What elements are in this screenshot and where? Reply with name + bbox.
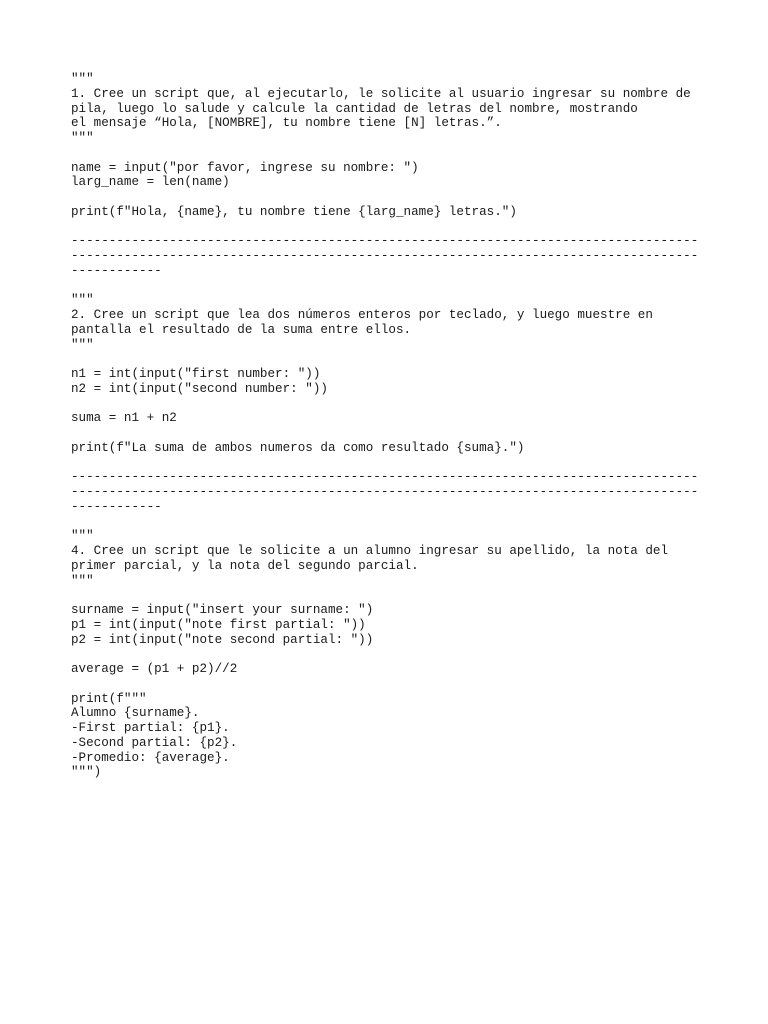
text-line <box>71 647 711 662</box>
text-line: """ <box>71 573 94 588</box>
text-line: """ <box>71 337 94 352</box>
text-line: ----------------------------------------------------------------------------------- <box>71 249 699 263</box>
text-line: """) <box>71 765 102 780</box>
text-line <box>71 426 711 441</box>
text-line <box>71 677 711 692</box>
text-line: p2 = int(input("note second partial: ")) <box>71 632 374 647</box>
text-line: average = (p1 + p2)//2 <box>71 662 238 676</box>
text-line: 4. Cree un script que le solicite a un alumno ingresar su apellido, la nota del <box>71 544 669 558</box>
text-line: pila, luego lo salude y calcule la cantidad de letras del nombre, mostrando <box>71 101 638 116</box>
text-line <box>71 279 711 294</box>
text-line: p1 = int(input("note first partial: ")) <box>71 617 366 632</box>
text-line: ----------------------------------------------------------------------------------- <box>71 234 699 249</box>
text-line: print(f"Hola, {name}, tu nombre tiene {larg_name} letras.") <box>71 204 517 219</box>
text-line: larg_name = len(name) <box>71 175 230 190</box>
text-line <box>71 397 711 412</box>
text-line <box>71 588 711 603</box>
text-line: primer parcial, y la nota del segundo parcial. <box>71 558 419 573</box>
text-line: 1. Cree un script que, al ejecutarlo, le solicite al usuario ingresar su nombre de <box>71 86 691 101</box>
text-line: """ <box>71 72 94 86</box>
text-line: el mensaje “Hola, [NOMBRE], tu nombre tiene [N] letras.”. <box>71 116 502 131</box>
text-line: """ <box>71 131 94 145</box>
text-line: surname = input("insert your surname: ") <box>71 603 374 617</box>
text-line: print(f""" <box>71 691 147 706</box>
text-line <box>71 220 711 235</box>
document-body <box>71 72 711 780</box>
text-line: pantalla el resultado de la suma entre ellos. <box>71 322 412 337</box>
text-line: 2. Cree un script que lea dos números enteros por teclado, y luego muestre en <box>71 308 653 322</box>
text-line: suma = n1 + n2 <box>71 411 177 426</box>
text-line: ----------------------------------------------------------------------------------- <box>71 470 699 485</box>
text-line: -Second partial: {p2}. <box>71 735 238 750</box>
text-line: print(f"La suma de ambos numeros da como resultado {suma}.") <box>71 440 525 455</box>
text-line: """ <box>71 293 94 308</box>
text-line: n1 = int(input("first number: ")) <box>71 367 321 381</box>
text-line: n2 = int(input("second number: ")) <box>71 381 328 396</box>
text-line <box>71 190 711 205</box>
text-line: ----------------------------------------------------------------------------------- <box>71 485 699 499</box>
text-line <box>71 146 711 161</box>
text-line: Alumno {surname}. <box>71 706 200 721</box>
text-line: """ <box>71 529 94 544</box>
text-line <box>71 515 711 530</box>
text-line: ------------ <box>71 499 162 514</box>
text-line: ------------ <box>71 263 162 278</box>
text-line <box>71 456 711 471</box>
text-line <box>71 352 711 367</box>
text-line: name = input("por favor, ingrese su nombre: ") <box>71 160 419 175</box>
text-line: -Promedio: {average}. <box>71 750 230 765</box>
text-line: -First partial: {p1}. <box>71 721 230 735</box>
